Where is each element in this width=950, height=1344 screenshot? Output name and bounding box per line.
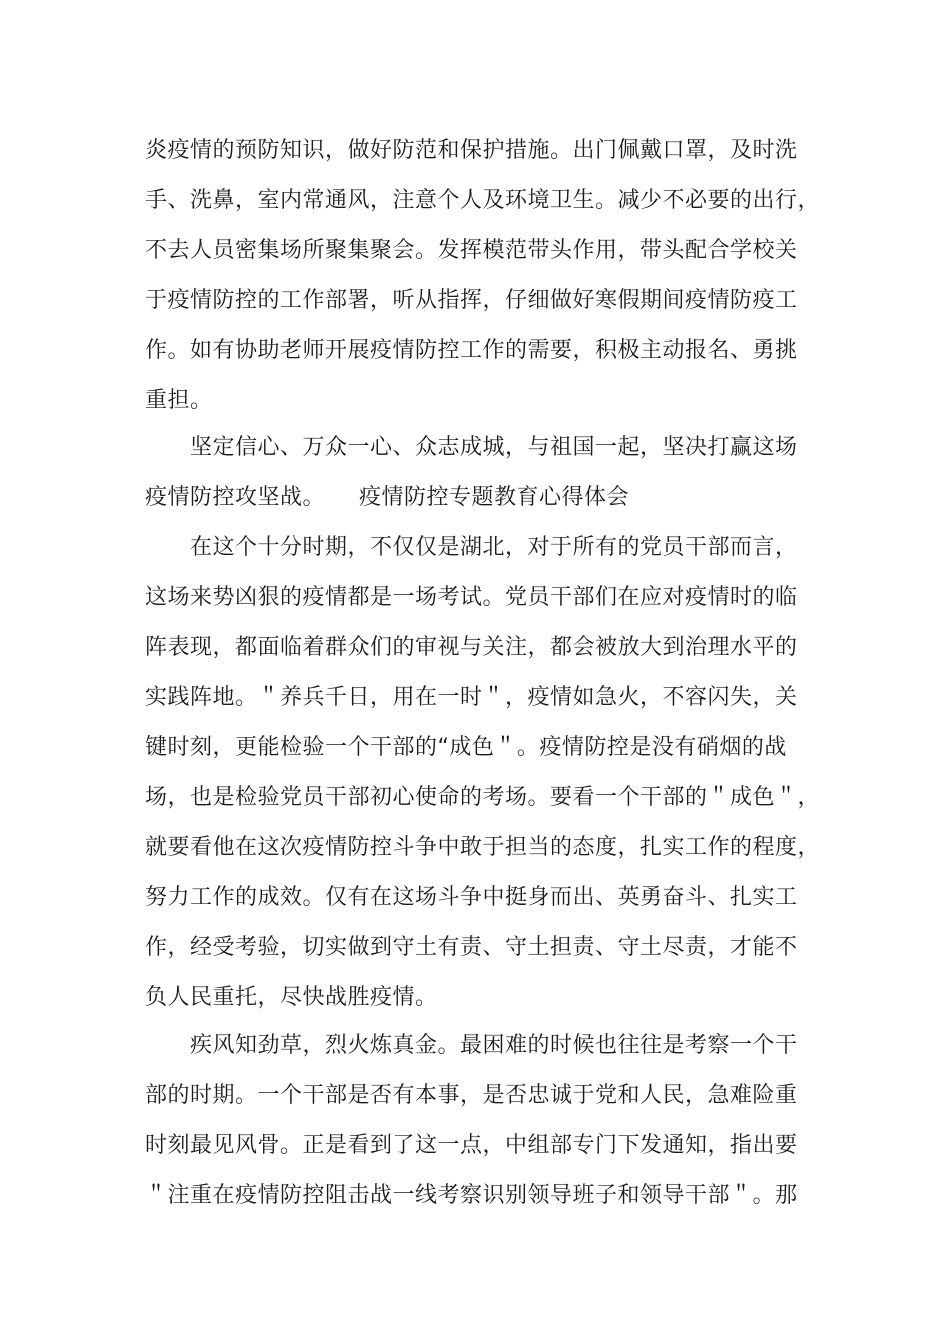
text-line: 作，经受考验，切实做到守土有责、守土担责、守土尽责，才能不 — [145, 935, 798, 960]
text-line: 手、洗鼻，室内常通风，注意个人及环境卫生。减少不必要的出行， — [145, 188, 821, 213]
text-line: 炎疫情的预防知识，做好防范和保护措施。出门佩戴口罩，及时洗 — [145, 138, 798, 163]
text-line: 作。如有协助老师开展疫情防控工作的需要，积极主动报名、勇挑 — [145, 338, 798, 363]
text-line: 努力工作的成效。仅有在这场斗争中挺身而出、英勇奋斗、扎实工 — [145, 885, 798, 910]
text-line: 疫情防控攻坚战。 疫情防控专题教育心得体会 — [145, 485, 630, 510]
text-line: 疾风知劲草，烈火炼真金。最困难的时候也往往是考察一个干 — [190, 1033, 798, 1058]
text-line: 时刻最见风骨。正是看到了这一点，中组部专门下发通知，指出要 — [145, 1133, 798, 1158]
text-line: 这场来势凶狠的疫情都是一场考试。党员干部们在应对疫情时的临 — [145, 585, 798, 610]
text-line: 不去人员密集场所聚集聚会。发挥模范带头作用，带头配合学校关 — [145, 238, 798, 263]
text-line: 坚定信心、万众一心、众志成城，与祖国一起，坚决打赢这场 — [190, 435, 798, 460]
text-line: 于疫情防控的工作部署，听从指挥，仔细做好寒假期间疫情防疫工 — [145, 288, 798, 313]
text-line: 重担。 — [145, 388, 213, 413]
text-line: 场，也是检验党员干部初心使命的考场。要看一个干部的＂成色＂， — [145, 785, 821, 810]
text-line: 键时刻，更能检验一个干部的“成色＂。疫情防控是没有硝烟的战 — [145, 735, 787, 760]
text-line: 阵表现，都面临着群众们的审视与关注，都会被放大到治理水平的 — [145, 635, 798, 660]
text-line: 实践阵地。＂养兵千日，用在一时＂，疫情如急火，不容闪失，关 — [145, 685, 798, 710]
text-line: ＂注重在疫情防控阻击战一线考察识别领导班子和领导干部＂。那 — [145, 1183, 798, 1208]
text-line: 在这个十分时期，不仅仅是湖北，对于所有的党员干部而言， — [190, 535, 798, 560]
text-line: 就要看他在这次疫情防控斗争中敢于担当的态度，扎实工作的程度， — [145, 835, 821, 860]
text-line: 负人民重托，尽快战胜疫情。 — [145, 985, 438, 1010]
text-line: 部的时期。一个干部是否有本事，是否忠诚于党和人民，急难险重 — [145, 1083, 798, 1108]
